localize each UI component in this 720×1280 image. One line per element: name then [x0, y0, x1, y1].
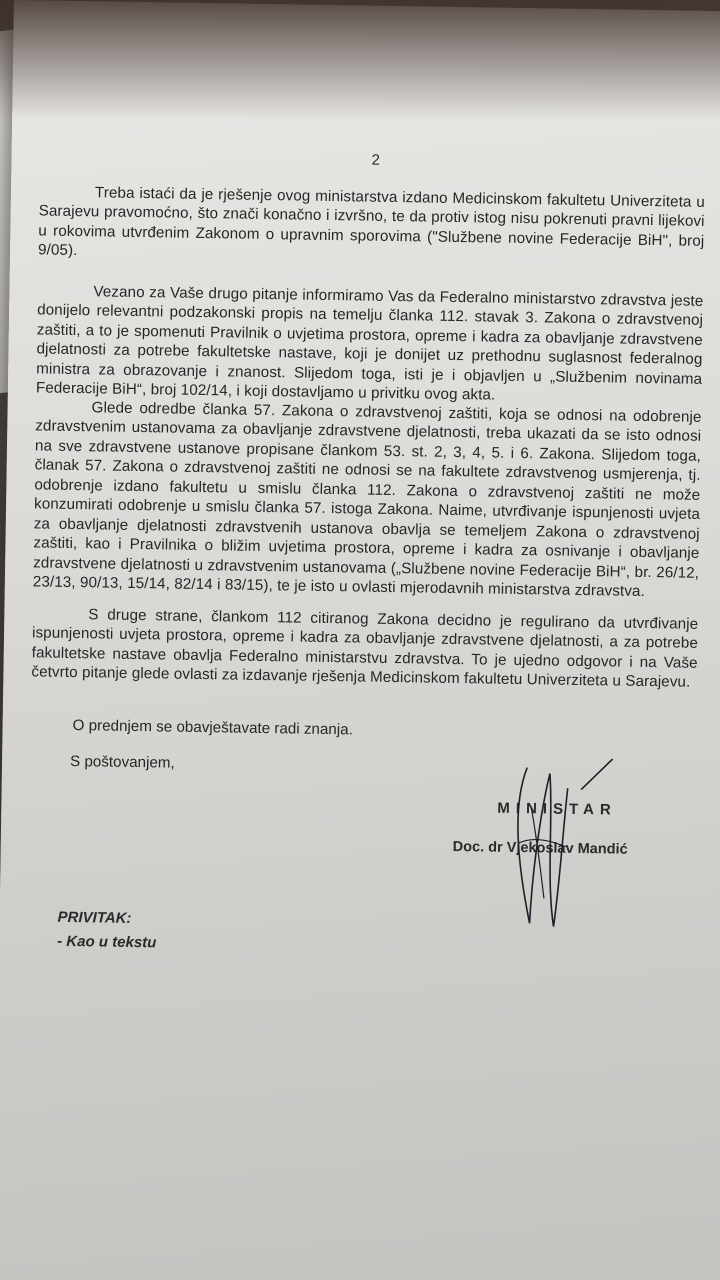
- page-number: 2: [371, 151, 381, 169]
- paragraph-4: [31, 604, 698, 692]
- attachment-note: - Kao u tekstu: [57, 932, 157, 952]
- paragraph-1-text: Treba istaći da je rješenje ovog ministarstva izdano Medicinskom fakultetu Univerziteta u Sarajevu pravomoćno, što znači konačno i izvršno, te da protiv istog nisu pokrenuti pravni lijekovi u rokovima utvrđenim Zakonom o upravnim sporovima ("Službene novine Federacije BiH", broj 9/05).: [37, 184, 706, 260]
- closing-regards: S poštovanjem,: [69, 752, 175, 772]
- attachment-title: PRIVITAK:: [57, 908, 132, 927]
- closing-info: O prednjem se obavještavate radi znanja.: [72, 717, 354, 739]
- paragraph-3: [33, 397, 702, 602]
- signatory-name: Doc. dr Vjekoslav Mandić: [452, 838, 628, 858]
- signatory-title: MINISTAR: [497, 799, 617, 819]
- paragraph-2-text: Vezano za Vaše drugo pitanje informiramo Vas da Federalno ministarstvo zdravstva jeste donijelo relevantni podzakonski propis na temelju članka 112. stavak 3. Zakona o zdravstvenoj zaštiti, a to je spomenuti Pravilnik o uvjetima prostora, opreme i kadra za obavljanje zdravstvene djelatnosti za potrebe fakultetske nastave, koji je donijet uz prethodnu suglasnost federalnog ministra za obrazovanje i znanost. Slijedom toga, isti je i objavljen u „Službenim novinama Federacije BiH“, broj 102/14, i koji dostavljamo u privitku ovog akta.: [35, 283, 704, 404]
- handwritten-signature: [469, 747, 642, 940]
- paragraph-3-text: Glede odredbe članka 57. Zakona o zdravstvenoj zaštiti, koja se odnosi na odobrenje zdravstvenim ustanovama za obavljanje zdravstvene djelatnosti, treba ukazati da se isto odnosi na sve zdravstvene ustanove propisane člankom 53. st. 2, 3, 4, 5. i 6. Zakona. Slijedom toga, članak 57. Zakona o zdravstvenoj zaštiti ne odnosi se na fakultete zdravstvenog usmjerenja, tj. odobrenje izdano fakultetu u smislu članka 112. Zakona o zdravstvenoj zaštiti ne može konzumirati odobrenje u smislu članka 57. istoga Zakona. Naime, utvrđivanje ispunjenosti uvjeta za obavljanje djelatnosti zdravstvenih ustanova obavlja se temeljem Zakona o zdravstvenoj zaštiti, kao i Pravilnika o bližim uvjetima prostora, opreme i kadra za osnivanje i obavljanje zdravstvene djelatnosti u zdravstvenim ustanovama („Službene novine Federacije BiH“, br. 26/12, 23/13, 90/13, 15/14, 82/14 i 83/15), te je isto u ovlasti mjerodavnih ministarstva zdravstva.: [32, 399, 702, 601]
- paragraph-2: [36, 281, 704, 408]
- paragraph-4-text: S druge strane, člankom 112 citiranog Zakona decidno je regulirano da utvrđivanje ispunjenosti uvjeta prostora, opreme i kadra za obavljanje zdravstvene djelatnosti, a za potrebe fakultetske nastave obavlja Federalno ministarstvu zdravstva. To je ujedno odgovor i na Vaše četvrto pitanje glede ovlasti za izdavanje rješenja Medicinskom fakultetu Univerziteta u Sarajevu.: [31, 606, 699, 692]
- paragraph-1: [38, 182, 705, 270]
